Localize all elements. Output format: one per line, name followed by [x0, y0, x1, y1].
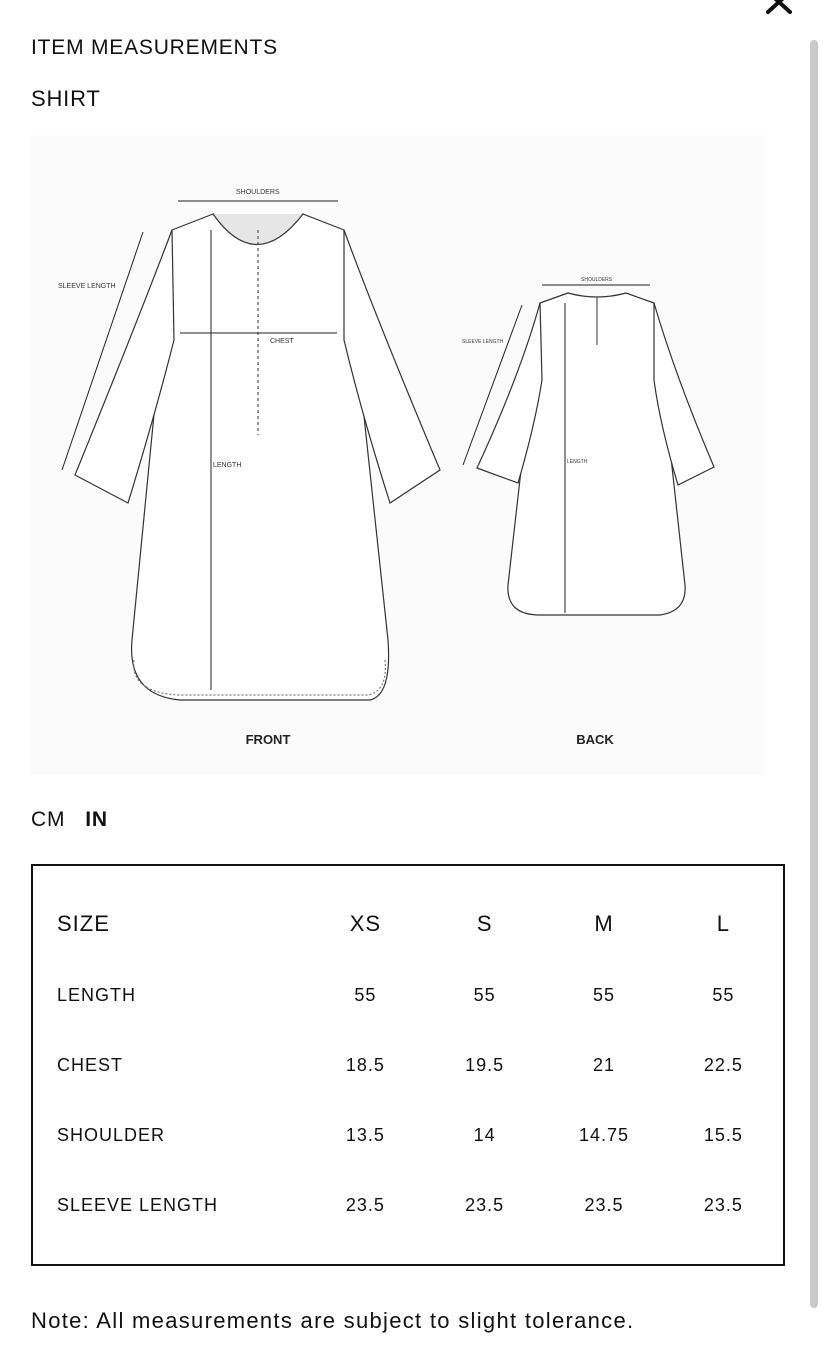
table-row [57, 1100, 783, 1170]
row-label: SLEEVE LENGTH [57, 1194, 219, 1215]
table-cell: 13.5 [345, 1124, 385, 1145]
back-shoulders-label: SHOULDERS [581, 277, 613, 283]
table-cell: 23.5 [345, 1194, 385, 1215]
header-xs: XS [349, 911, 382, 936]
table-cell: 14.75 [578, 1124, 630, 1145]
front-caption: FRONT [245, 732, 291, 747]
table-cell: 55 [712, 984, 735, 1005]
unit-cm-toggle[interactable]: CM [31, 808, 66, 831]
table-cell: 18.5 [345, 1054, 385, 1075]
section-title: SHIRT [31, 86, 101, 111]
back-length-label: LENGTH [567, 459, 588, 465]
front-shoulders-label: SHOULDERS [236, 189, 280, 196]
table-cell: 23.5 [703, 1194, 743, 1215]
table-row [57, 960, 783, 1030]
table-cell: 23.5 [584, 1194, 624, 1215]
table-cell: 15.5 [703, 1124, 743, 1145]
table-cell: 22.5 [703, 1054, 743, 1075]
table-cell: 14 [473, 1124, 496, 1145]
header-s: S [476, 911, 493, 936]
modal-title: ITEM MEASUREMENTS [31, 36, 278, 59]
table-row [57, 1170, 783, 1240]
unit-toggle [31, 808, 108, 832]
table-row [57, 1030, 783, 1100]
scrollbar[interactable] [810, 40, 818, 1308]
back-sleeve-length-label: SLEEVE LENGTH [462, 339, 504, 345]
back-caption: BACK [576, 732, 614, 747]
close-button[interactable] [762, 0, 796, 16]
measurement-diagram [30, 135, 765, 775]
table-cell: 55 [473, 984, 496, 1005]
table-cell: 19.5 [465, 1054, 505, 1075]
table-cell: 21 [592, 1054, 616, 1075]
table-cell: 55 [354, 984, 377, 1005]
header-l: L [716, 911, 730, 936]
tolerance-note: Note: All measurements are subject to slight tolerance. [31, 1308, 635, 1333]
table-header-row [57, 888, 783, 960]
table-cell: 23.5 [465, 1194, 505, 1215]
garment-illustration [30, 135, 765, 775]
close-icon [762, 0, 796, 16]
size-table-container [31, 864, 785, 1266]
header-m: M [594, 911, 614, 936]
front-chest-label: CHEST [270, 338, 294, 345]
header-size: SIZE [57, 911, 110, 936]
unit-in-toggle[interactable]: IN [85, 808, 108, 831]
table-cell: 55 [592, 984, 616, 1005]
size-table [57, 888, 783, 1240]
front-sleeve-length-label: SLEEVE LENGTH [58, 283, 116, 290]
front-length-label: LENGTH [213, 462, 242, 469]
row-label: SHOULDER [57, 1124, 166, 1145]
row-label: LENGTH [57, 984, 137, 1005]
row-label: CHEST [57, 1054, 124, 1075]
